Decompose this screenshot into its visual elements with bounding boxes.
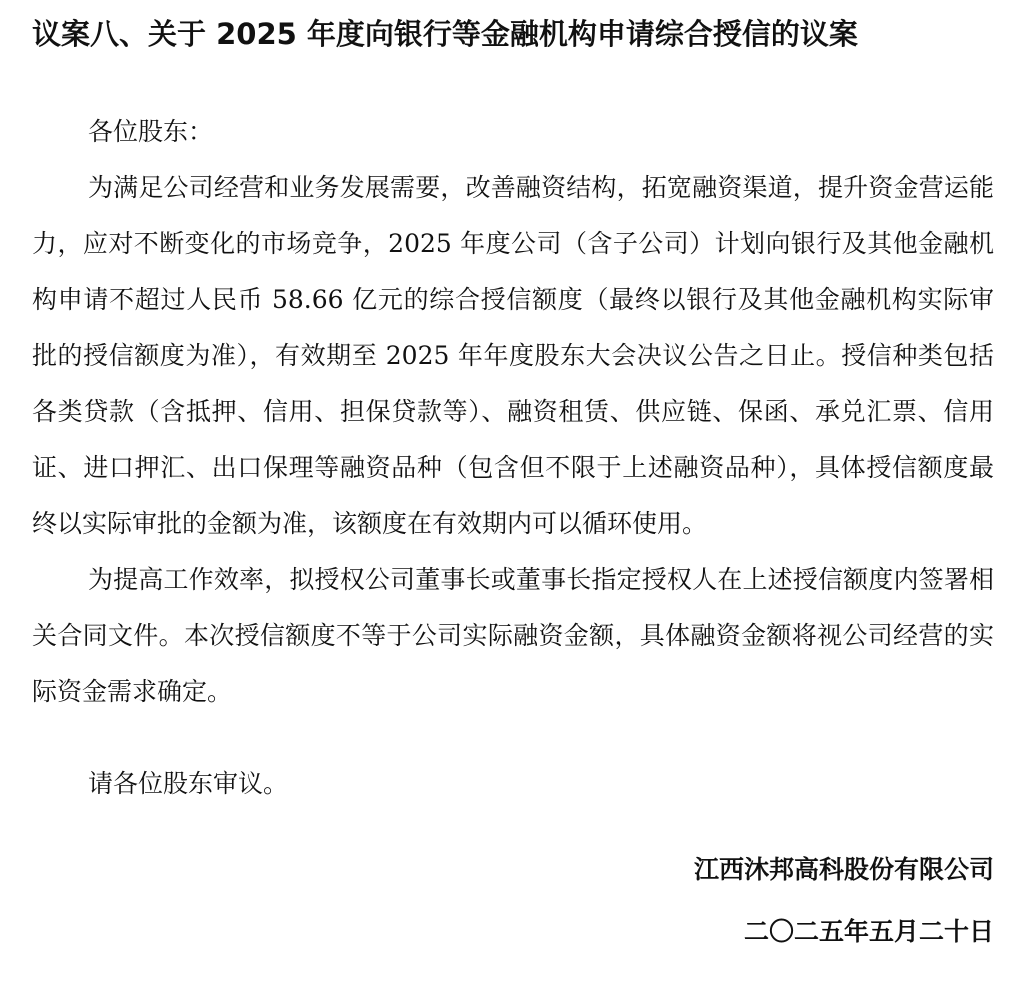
signature-date: 二〇二五年五月二十日 (743, 917, 994, 946)
closing-request: 请各位股东审议。 (88, 769, 289, 798)
proposal-title: 议案八、关于 2025 年度向银行等金融机构申请综合授信的议案 (32, 17, 858, 51)
document-page (32, 0, 994, 960)
company-signature: 江西沐邦高科股份有限公司 (693, 855, 994, 884)
body-paragraph-credit-plan: 为满足公司经营和业务发展需要，改善融资结构，拓宽融资渠道，提升资金营运能力，应对不断变化的市场竞争，2025 年度公司（含子公司）计划向银行及其他金融机构申请不超过人民币 58.66 亿元的综合授信额度（最终以银行及其他金融机构实际审批的授信额度为准），有效期至 2025 年年度股东大会决议公告之日止。授信种类包括各类贷款（含抵押、信用、担保贷款等）、融资租赁、供应链、保函、承兑汇票、信用证、进口押汇、出口保理等融资品种（包含但不限于上述融资品种），具体授信额度最终以实际审批的金额为准，该额度在有效期内可以循环使用。 (32, 173, 994, 538)
salutation: 各位股东： (88, 117, 214, 146)
body-paragraph-authorization: 为提高工作效率，拟授权公司董事长或董事长指定授权人在上述授信额度内签署相关合同文件。本次授信额度不等于公司实际融资金额，具体融资金额将视公司经营的实际资金需求确定。 (32, 565, 994, 706)
